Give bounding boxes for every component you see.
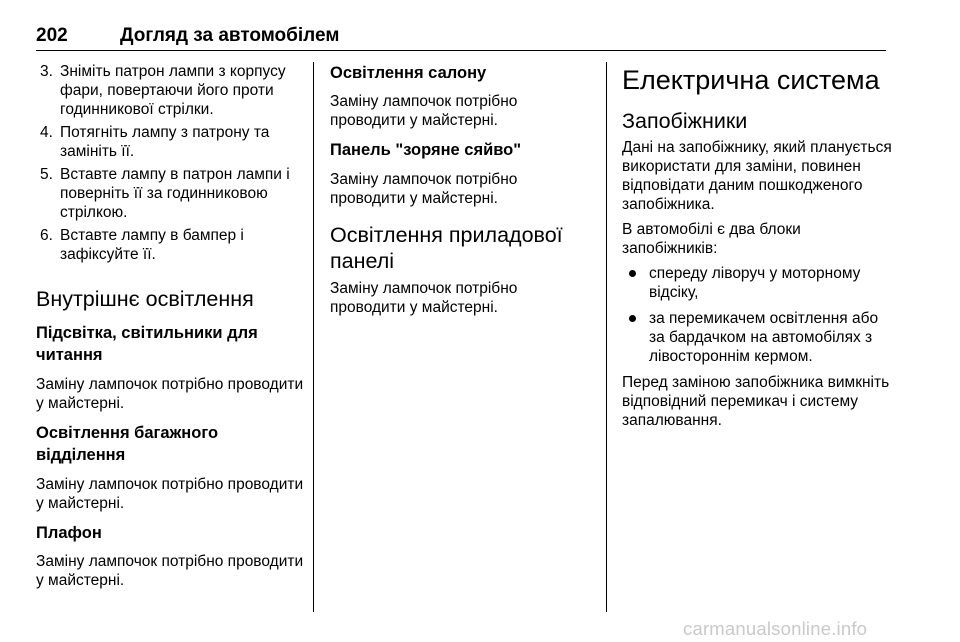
column-divider-2: [606, 62, 607, 612]
watermark: carmanualsonline.info: [683, 618, 868, 639]
page-header: [36, 25, 886, 51]
column-divider-1: [313, 62, 314, 612]
header-rule: [36, 50, 886, 51]
list-item-text: за перемикачем освітлення або за бардачком на автомобілях з лівостороннім кермом.: [649, 310, 879, 365]
step-item: [36, 226, 306, 264]
steps-list: [36, 62, 306, 264]
paragraph: Перед заміною запобіжника вимкніть відповідний перемикач і систему запалювання.: [622, 374, 890, 429]
step-number: 5.: [40, 166, 53, 183]
step-text: Вставте лампу в бампер і зафіксуйте її.: [60, 227, 244, 263]
subsection-title-reading-lights: Підсвітка, світильники для читання: [36, 324, 258, 364]
chapter-title: Електрична система: [622, 65, 880, 95]
paragraph: Заміну лампочок потрібно проводити у майстерні.: [330, 280, 518, 316]
subsection-title-starlight-panel: Панель "зоряне сяйво": [330, 141, 522, 159]
paragraph: Заміну лампочок потрібно проводити у майстерні.: [330, 93, 518, 129]
section-title-fuses: Запобіжники: [622, 109, 748, 133]
paragraph: Дані на запобіжнику, який планується використати для заміни, повинен відповідати даним пошкодженого запобіжника.: [622, 139, 892, 213]
step-text: Вставте лампу в патрон лампи і поверніть її за годинниковою стрілкою.: [60, 166, 290, 221]
section-title-instrument-lighting: Освітлення приладової панелі: [330, 223, 563, 273]
paragraph: Заміну лампочок потрібно проводити у майстерні.: [36, 476, 304, 512]
step-number: 4.: [40, 124, 53, 141]
step-text: Зніміть патрон лампи з корпусу фари, повертаючи його проти годинникової стрілки.: [60, 63, 286, 118]
column-2: [330, 62, 595, 317]
column-1: [36, 62, 306, 590]
list-item-text: спереду ліворуч у моторному відсіку,: [649, 265, 861, 301]
page-number: 202: [36, 25, 68, 46]
step-number: 3.: [40, 63, 53, 80]
list-item: [622, 264, 897, 302]
paragraph: Заміну лампочок потрібно проводити у майстерні.: [36, 553, 304, 589]
bullet-list: [622, 264, 897, 366]
column-3: [622, 62, 897, 430]
step-item: [36, 123, 306, 161]
step-number: 6.: [40, 227, 53, 244]
subsection-title-luggage-lighting: Освітлення багажного відділення: [36, 424, 219, 464]
paragraph: Заміну лампочок потрібно проводити у майстерні.: [330, 171, 518, 207]
step-item: [36, 62, 306, 119]
section-title-interior-lighting: Внутрішнє освітлення: [36, 287, 254, 311]
step-text: Потягніть лампу з патрону та замініть її.: [60, 124, 270, 160]
bullet-icon: [629, 270, 636, 277]
list-item: [622, 309, 897, 366]
paragraph: Заміну лампочок потрібно проводити у майстерні.: [36, 376, 304, 412]
subsection-title-cabin-lighting: Освітлення салону: [330, 64, 487, 82]
running-title: Догляд за автомобілем: [120, 25, 340, 46]
subsection-title-courtesy-light: Плафон: [36, 524, 102, 542]
bullet-icon: [629, 315, 636, 322]
paragraph: В автомобілі є два блоки запобіжників:: [622, 221, 801, 257]
step-item: [36, 165, 306, 222]
